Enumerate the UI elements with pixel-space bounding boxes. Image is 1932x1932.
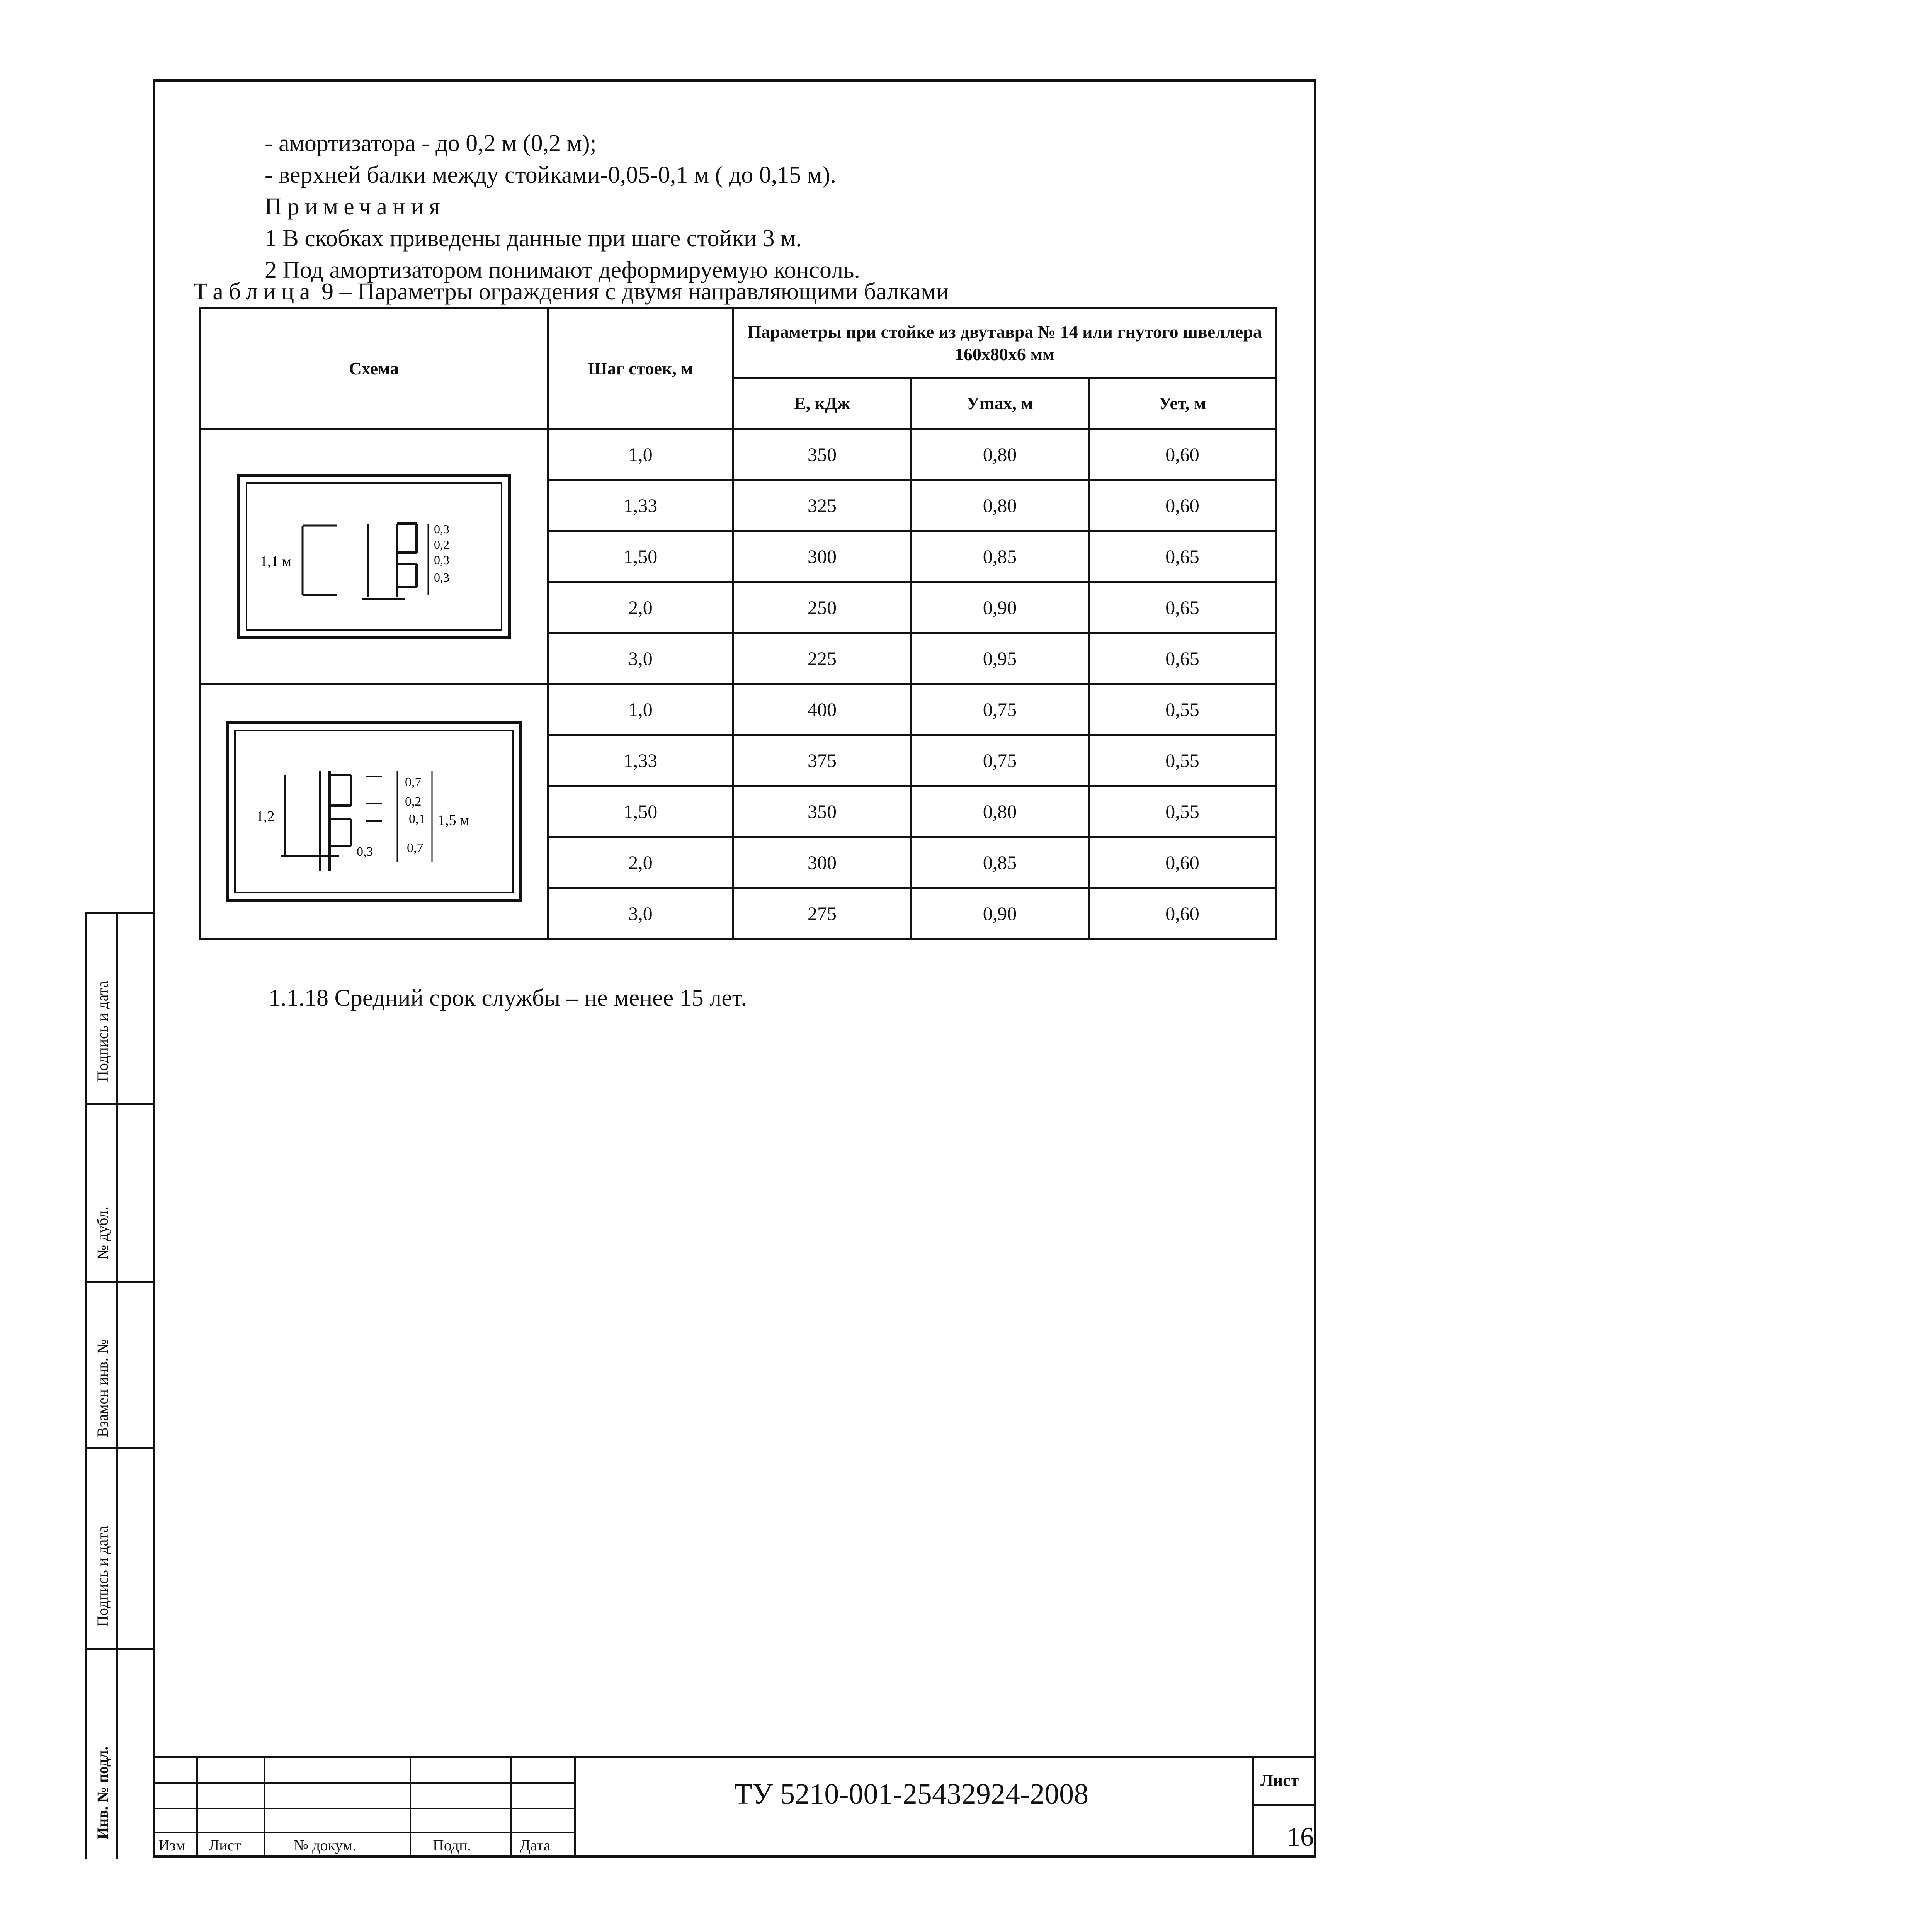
guard-scheme-1-icon bbox=[235, 471, 513, 641]
side-stamp bbox=[85, 912, 154, 1859]
parameters-table bbox=[199, 307, 1277, 940]
cell-ymax: 0,80 bbox=[911, 480, 1089, 531]
scheme-2-dim: 0,7 bbox=[406, 840, 423, 855]
cell-e: 225 bbox=[733, 633, 911, 684]
title-block-line bbox=[1252, 1804, 1316, 1806]
header-yet: Ует, м bbox=[1089, 378, 1276, 429]
guard-scheme-2-icon bbox=[223, 719, 525, 904]
scheme-1-dim: 0,3 bbox=[434, 570, 449, 584]
cell-step: 3,0 bbox=[548, 888, 733, 939]
text-line: - амортизатора - до 0,2 м (0,2 м); bbox=[265, 130, 597, 156]
header-params: Параметры при стойке из двутавра № 14 или гнутого швеллера 160х80х6 мм bbox=[733, 308, 1276, 378]
text-line: 2 Под амортизатором понимают деформируемую консоль. bbox=[265, 257, 860, 283]
cell-ymax: 0,90 bbox=[911, 582, 1089, 633]
service-life-paragraph: 1.1.18 Средний срок службы – не менее 15 лет. bbox=[269, 985, 747, 1011]
cell-yet: 0,65 bbox=[1089, 582, 1276, 633]
cell-ymax: 0,80 bbox=[911, 429, 1089, 480]
cell-e: 400 bbox=[733, 684, 911, 735]
side-label-inventory: Инв. № подл. bbox=[94, 1746, 111, 1839]
title-block-col-line bbox=[264, 1756, 265, 1858]
header-ymax: Уmax, м bbox=[911, 378, 1089, 429]
cell-yet: 0,55 bbox=[1089, 735, 1276, 786]
notes-heading: Примечания bbox=[265, 194, 446, 220]
cell-step: 1,33 bbox=[548, 735, 733, 786]
cell-yet: 0,60 bbox=[1089, 429, 1276, 480]
cell-step: 1,50 bbox=[548, 786, 733, 837]
cell-e: 300 bbox=[733, 531, 911, 582]
cell-yet: 0,60 bbox=[1089, 480, 1276, 531]
cell-ymax: 0,90 bbox=[911, 888, 1089, 939]
document-code: ТУ 5210-001-25432924-2008 bbox=[734, 1778, 1089, 1810]
header-scheme: Схема bbox=[200, 308, 548, 429]
cell-yet: 0,60 bbox=[1089, 888, 1276, 939]
cell-step: 1,33 bbox=[548, 480, 733, 531]
scheme-diagram-2 bbox=[200, 684, 548, 939]
title-block-col-line bbox=[410, 1756, 411, 1858]
table-row bbox=[200, 684, 1276, 735]
scheme-2-bottom-label: 0,3 bbox=[356, 844, 373, 859]
scheme-1-dim: 0,3 bbox=[434, 553, 449, 567]
scheme-2-dim: 0,1 bbox=[408, 811, 425, 826]
cell-step: 1,50 bbox=[548, 531, 733, 582]
scheme-1-dim: 0,3 bbox=[434, 522, 449, 536]
scheme-2-dim: 0,7 bbox=[405, 775, 421, 789]
table-caption-text: 9 – Параметры ограждения с двумя направляющими балками bbox=[321, 279, 949, 305]
cell-e: 375 bbox=[733, 735, 911, 786]
title-col-signature: Подп. bbox=[433, 1837, 471, 1854]
cell-e: 275 bbox=[733, 888, 911, 939]
cell-yet: 0,65 bbox=[1089, 633, 1276, 684]
side-label-signature-1: Подпись и дата bbox=[94, 981, 111, 1082]
cell-ymax: 0,75 bbox=[911, 735, 1089, 786]
sheet-number: 16 bbox=[1287, 1822, 1314, 1852]
title-block-col-line bbox=[574, 1756, 576, 1858]
scheme-2-dim: 0,2 bbox=[405, 794, 421, 809]
scheme-diagram-1 bbox=[200, 429, 548, 684]
cell-step: 1,0 bbox=[548, 429, 733, 480]
cell-yet: 0,55 bbox=[1089, 684, 1276, 735]
cell-e: 250 bbox=[733, 582, 911, 633]
cell-e: 350 bbox=[733, 786, 911, 837]
table-row bbox=[200, 429, 1276, 480]
title-col-sheet: Лист bbox=[209, 1837, 241, 1854]
title-block-top-line bbox=[153, 1756, 1316, 1758]
header-step: Шаг стоек, м bbox=[548, 308, 733, 429]
side-label-replacement: Взамен инв. № bbox=[94, 1339, 111, 1437]
sheet-label: Лист bbox=[1260, 1771, 1299, 1790]
title-col-docnum: № докум. bbox=[294, 1837, 357, 1854]
cell-ymax: 0,85 bbox=[911, 531, 1089, 582]
title-col-date: Дата bbox=[520, 1837, 551, 1854]
cell-ymax: 0,75 bbox=[911, 684, 1089, 735]
side-label-duplicate: № дубл. bbox=[94, 1206, 111, 1260]
cell-step: 3,0 bbox=[548, 633, 733, 684]
cell-e: 300 bbox=[733, 837, 911, 888]
title-block-col-line bbox=[196, 1756, 198, 1858]
scheme-1-height-label: 1,1 м bbox=[260, 553, 291, 570]
title-col-change: Изм bbox=[158, 1837, 185, 1854]
cell-yet: 0,65 bbox=[1089, 531, 1276, 582]
table-caption-prefix: Таблица bbox=[193, 279, 316, 305]
scheme-2-right-label: 1,5 м bbox=[437, 812, 469, 828]
cell-step: 2,0 bbox=[548, 837, 733, 888]
text-line: - верхней балки между стойками-0,05-0,1 м ( до 0,15 м). bbox=[265, 162, 837, 188]
cell-ymax: 0,85 bbox=[911, 837, 1089, 888]
cell-step: 2,0 bbox=[548, 582, 733, 633]
title-block-col-line bbox=[510, 1756, 512, 1858]
scheme-2-height-label: 1,2 bbox=[256, 808, 274, 825]
cell-ymax: 0,95 bbox=[911, 633, 1089, 684]
cell-e: 325 bbox=[733, 480, 911, 531]
header-e: Е, кДж bbox=[733, 378, 911, 429]
cell-e: 350 bbox=[733, 429, 911, 480]
cell-step: 1,0 bbox=[548, 684, 733, 735]
cell-ymax: 0,80 bbox=[911, 786, 1089, 837]
title-block-col-line bbox=[1252, 1756, 1254, 1858]
side-label-signature-2: Подпись и дата bbox=[94, 1526, 111, 1627]
table-caption bbox=[193, 278, 949, 306]
text-line: 1 В скобках приведены данные при шаге стойки 3 м. bbox=[265, 225, 802, 252]
scheme-1-dim: 0,2 bbox=[434, 537, 449, 551]
cell-yet: 0,60 bbox=[1089, 837, 1276, 888]
cell-yet: 0,55 bbox=[1089, 786, 1276, 837]
intro-text bbox=[265, 128, 1308, 286]
